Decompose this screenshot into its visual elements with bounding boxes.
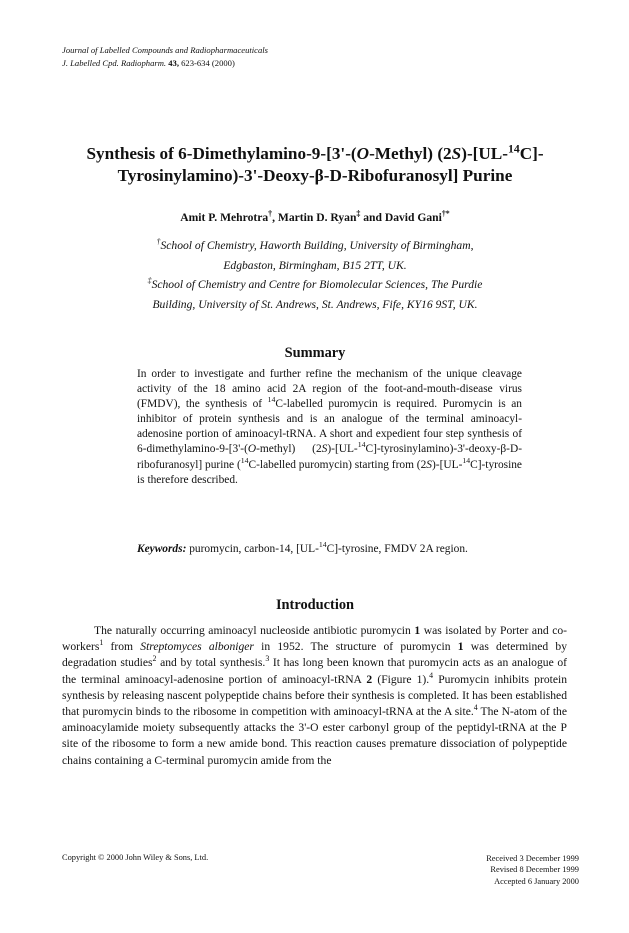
title-line-1: Synthesis of 6-Dimethylamino-9-[3'-(O-Methyl) (2S)-[UL-$^{14}$C]- xyxy=(86,142,544,163)
received-date: Received 3 December 1999 xyxy=(486,854,579,863)
keywords-label: Keywords: xyxy=(137,543,187,555)
journal-name: Journal of Labelled Compounds and Radiopharmaceuticals xyxy=(62,45,268,55)
copyright-notice: Copyright © 2000 John Wiley & Sons, Ltd. xyxy=(62,853,209,862)
journal-header xyxy=(62,44,268,70)
introduction-text: The naturally occurring aminoacyl nucleoside antibiotic puromycin 1 was isolated by Porter and co-workers$^1$ from Streptomyces alboniger in 1952. The structure of puromycin 1 was determined by degradation studies$^2$ and by total synthesis.$^3$ It has long been known that puromycin acts as an analogue of the terminal aminoacyl-adenosine portion of aminoacyl-tRNA 2 (Figure 1).$^4$ Puromycin inhibits protein synthesis by releasing nascent polypeptide chains before their synthesis is completed. It has been established that puromycin binds to the ribosome in competition with aminoacyl-tRNA at the A site.$^4$ The N-atom of the aminoacylamide moiety subsequently attacks the 3'-O ester carbonyl group of the peptidyl-tRNA at the P site of the ribosome to form a new amide bond. This reaction causes premature dissociation of polypeptide chains containing a C-terminal puromycin amide from the xyxy=(62,624,568,767)
introduction-heading: Introduction xyxy=(275,597,355,613)
title-line-2: Tyrosinylamino)-3'-Deoxy-β-D-Ribofuranosyl] Purine xyxy=(117,166,513,185)
paper-title xyxy=(40,143,590,187)
affiliations xyxy=(80,236,550,314)
journal-citation: J. Labelled Cpd. Radiopharm. 43, 623-634 (2000) xyxy=(62,58,235,68)
summary-text: In order to investigate and further refine the mechanism of the unique cleavage activity of the 18 amino acid 2A region of the foot-and-mouth-disease virus (FMDV), the synthesis of $^{14}$C-labelled puromycin is required. Puromycin is an inhibitor of protein synthesis and is an analogue of the terminal aminoacyl-adenosine portion of aminoacyl-tRNA. A short and expedient four step synthesis of 6-dimethylamino-9-[3'-(O-methyl) (2S)-[UL-$^{14}$C]-tyrosinylamino)-3'-deoxy-β-D-ribofuranosyl] purine ($^{14}$C-labelled puromycin) starting from (2S)-[UL-$^{14}$C]-tyrosine is therefore described. xyxy=(137,368,522,486)
keywords: Keywords: puromycin, carbon-14, [UL-$^{14}$C]-tyrosine, FMDV 2A region. xyxy=(137,540,468,555)
affiliation-2: ‡School of Chemistry and Centre for Biomolecular Sciences, The Purdie Building, University of St. Andrews, St. Andrews, Fife, KY16 9ST, UK. xyxy=(147,276,483,311)
received-dates xyxy=(486,853,579,887)
revised-date: Revised 8 December 1999 xyxy=(490,865,579,875)
affiliation-1: †School of Chemistry, Haworth Building, University of Birmingham, Edgbaston, Birmingham, B15 2TT, UK. xyxy=(156,237,474,272)
accepted-date: Accepted 6 January 2000 xyxy=(494,876,579,886)
author-list: Amit P. Mehrotra†, Martin D. Ryan‡ and David Gani†* xyxy=(180,209,450,224)
summary-heading: Summary xyxy=(284,345,346,361)
